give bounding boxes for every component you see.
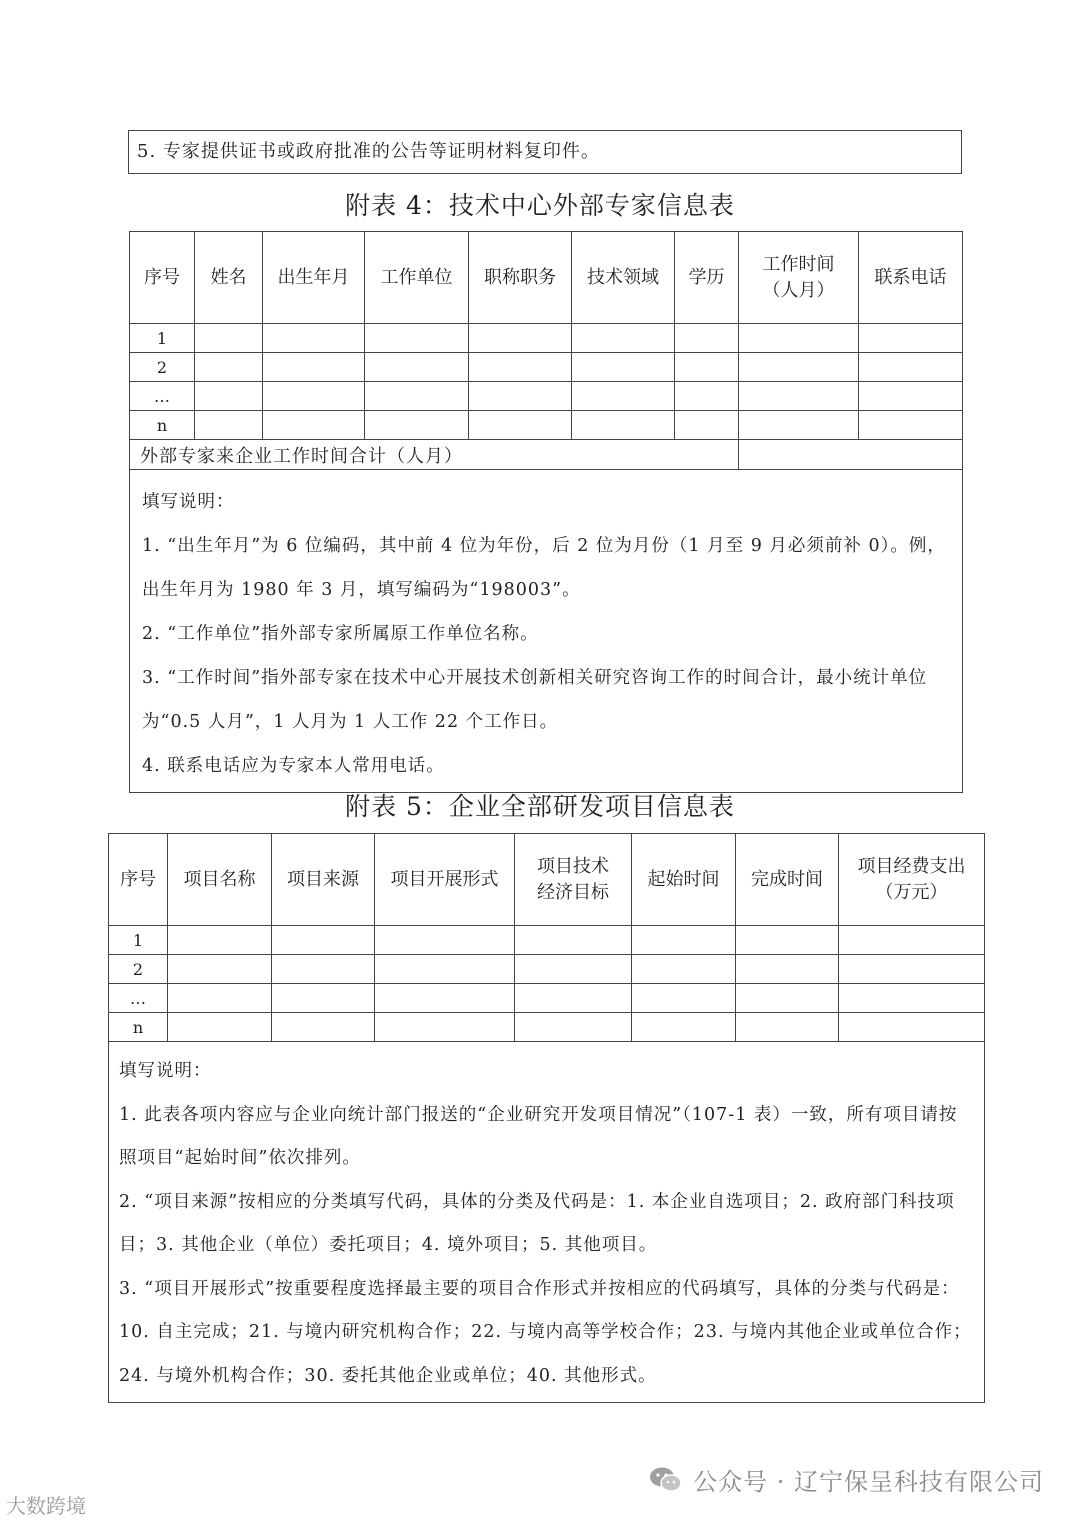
table4-header-cell: 工作时间 （人月） [739,232,859,324]
table4-header-cell: 学历 [675,232,739,324]
table4-summary-row [130,440,963,470]
table4-header-cell: 序号 [130,232,195,324]
table4-notes [130,470,963,793]
table-row [130,411,963,440]
table5-title: 附表 5：企业全部研发项目信息表 [345,792,735,821]
row-number: 1 [109,926,168,955]
watermark-left-text: 大数跨境 [6,1494,86,1518]
table4-header-row [130,232,963,324]
row-number: n [130,411,195,440]
top-note-text: 5. 专家提供证书或政府批准的公告等证明材料复印件。 [137,141,600,162]
row-number: n [109,1013,168,1042]
note-item: 1. 此表各项内容应与企业向统计部门报送的“企业研究开发项目情况”（107-1 表）一致，所有项目请按照项目“起始时间”依次排列。 [119,1104,958,1168]
table4-title: 附表 4：技术中心外部专家信息表 [345,191,735,220]
summary-label: 外部专家来企业工作时间合计（人月） [130,440,739,470]
row-number: … [130,382,195,411]
table5-header-cell: 项目来源 [272,834,375,926]
row-number: 1 [130,324,195,353]
table5-header-cell: 起始时间 [632,834,736,926]
table4-notes-row [130,470,963,793]
wechat-icon [649,1466,683,1494]
table-row [109,955,985,984]
table4-header-cell: 姓名 [195,232,263,324]
row-number: 2 [109,955,168,984]
summary-value-cell [739,440,963,470]
table-row [130,382,963,411]
watermark-right [649,1462,1044,1497]
note-item: 4. 联系电话应为专家本人常用电话。 [142,756,445,776]
note-item: 2. “工作单位”指外部专家所属原工作单位名称。 [142,624,539,644]
top-note-box [128,130,962,174]
table4-header-cell: 技术领域 [572,232,675,324]
table5-header-cell: 项目技术 经济目标 [515,834,632,926]
note-item: 1. “出生年月”为 6 位编码，其中前 4 位为年份，后 2 位为月份（1 月至 9 月必须前补 0）。例，出生年月为 1980 年 3 月，填写编码为“198003”。 [142,536,946,600]
notes-title: 填写说明： [142,492,235,512]
table5-notes [109,1042,985,1403]
table4-header-cell: 联系电话 [859,232,963,324]
table-row [130,353,963,382]
table4-expert-info [129,231,963,793]
table-row [109,926,985,955]
notes-title: 填写说明： [119,1061,212,1081]
table5-header-cell: 序号 [109,834,168,926]
table4-header-cell: 出生年月 [263,232,365,324]
table5-project-info [108,833,985,1403]
table5-header-cell: 完成时间 [736,834,839,926]
table5-header-cell: 项目开展形式 [375,834,515,926]
row-number: 2 [130,353,195,382]
watermark-right-text: 公众号 · 辽宁保呈科技有限公司 [693,1468,1044,1496]
note-item: 3. “工作时间”指外部专家在技术中心开展技术创新相关研究咨询工作的时间合计，最小统计单位为“0.5 人月”，1 人月为 1 人工作 22 个工作日。 [142,668,928,732]
table5-notes-row [109,1042,985,1403]
note-item: 3. “项目开展形式”按重要程度选择最主要的项目合作形式并按相应的代码填写，具体的分类与代码是：10. 自主完成；21. 与境内研究机构合作；22. 与境内高等学校合作；23. 与境内其他企业或单位合作；24. 与境外机构合作；30. 委托其他企业或单位；40. 其他形式。 [119,1278,972,1386]
table5-header-cell: 项目经费支出 （万元） [839,834,985,926]
table-row [130,324,963,353]
table4-header-cell: 职称职务 [469,232,572,324]
table4-header-cell: 工作单位 [365,232,469,324]
table-row [109,1013,985,1042]
row-number: … [109,984,168,1013]
table5-header-cell: 项目名称 [168,834,272,926]
table-row [109,984,985,1013]
watermark-left [6,1490,86,1519]
note-item: 2. “项目来源”按相应的分类填写代码，具体的分类及代码是：1. 本企业自选项目；2. 政府部门科技项目；3. 其他企业（单位）委托项目；4. 境外项目；5. 其他项目。 [119,1191,955,1255]
table5-header-row [109,834,985,926]
